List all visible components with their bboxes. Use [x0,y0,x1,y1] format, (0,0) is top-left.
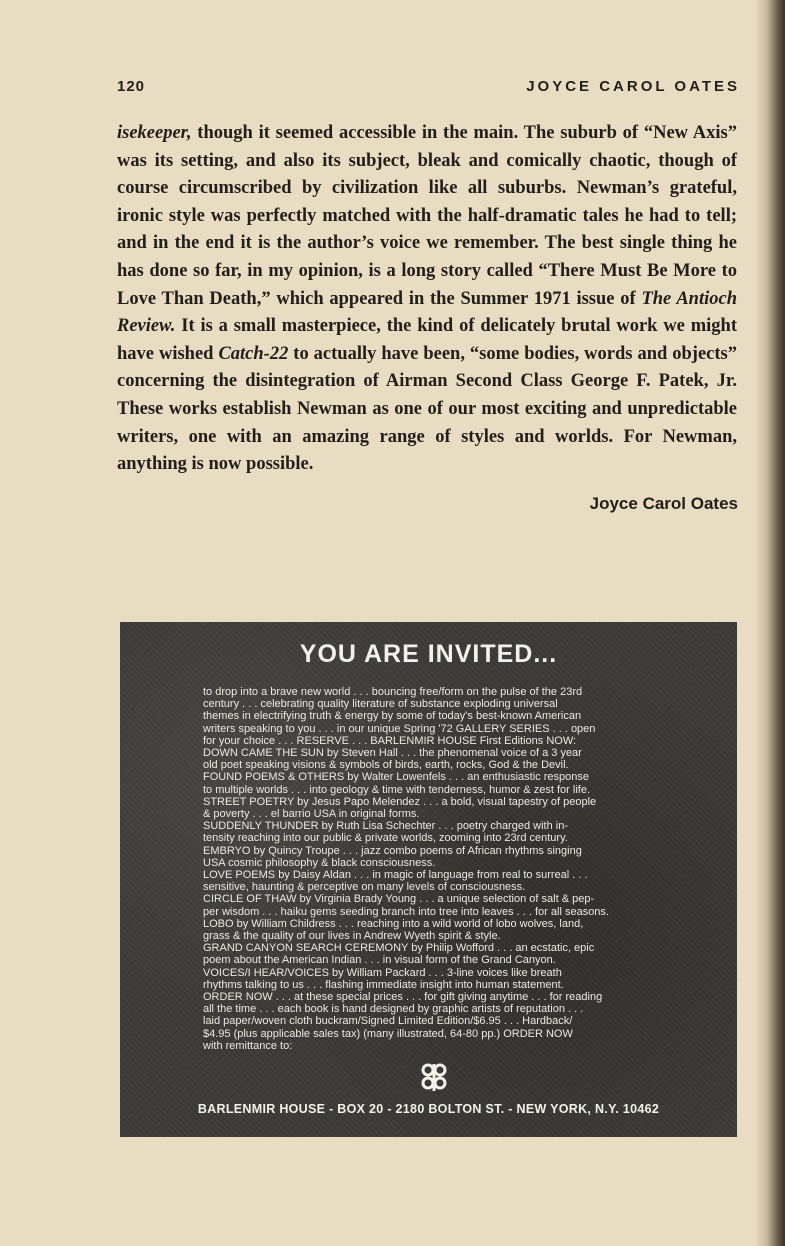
ad-copy-line: themes in electrifying truth & energy by some of today's best-known American [203,710,582,723]
ad-copy-line: grass & the quality of our lives in Andrew Wyeth spirit & style. [203,930,501,943]
ad-copy-line: for your choice . . . RESERVE . . . BARLENMIR HOUSE First Editions NOW: [203,734,577,747]
ad-copy-line: poem about the American Indian . . . in visual form of the Grand Canyon. [203,954,556,967]
body-paragraph [117,120,737,479]
body-text-segment: to actually have been, “some bodies, words and objects” concerning the disintegration of Airman Second Class George F. Patek, Jr. These works establish Newman as one of our most exciting and unpredictable writers, one with an amazing range of styles and worlds. For Newman, anything is now possible. [117,343,737,475]
book-title: isekeeper, [117,123,192,143]
ad-copy-line: per wisdom . . . haiku gems seeding branch into tree into leaves . . . for all seasons. [203,905,609,918]
ad-copy-line: LOVE POEMS by Daisy Aldan . . . in magic of language from real to surreal . . . [203,869,588,882]
ad-copy-line: rhythms talking to us . . . flashing immediate insight into human statement. [203,978,564,991]
ad-copy-line: laid paper/woven cloth buckram/Signed Limited Edition/$6.95 . . . Hardback/ [203,1015,573,1028]
ad-copy-line: to drop into a brave new world . . . bouncing free/form on the pulse of the 23rd [203,686,583,698]
ad-copy-line: GRAND CANYON SEARCH CEREMONY by Philip Wofford . . . an ecstatic, epic [203,942,595,955]
ad-copy-line: FOUND POEMS & OTHERS by Walter Lowenfels . . . an enthusiastic response [203,771,589,784]
ad-copy-line: STREET POETRY by Jesus Papo Melendez . . . a bold, visual tapestry of people [203,795,597,808]
book-title: Catch-22 [218,343,289,364]
ad-copy-line: & poverty . . . el barrio USA in original forms. [203,808,420,821]
ad-copy-line: ORDER NOW . . . at these special prices . . . for gift giving anytime . . . for reading [203,991,603,1004]
ad-headline: YOU ARE INVITED... [299,640,558,668]
ad-copy-line: all the time . . . each book is hand designed by graphic artists of reputation . . . [203,1003,584,1016]
body-text-segment: though it seemed accessible in the main. The suburb of “New Axis” was its setting, and also its subject, bleak and comically chaotic, though of course circumscribed by civilization like all suburbs. Newman’s grateful, ironic style was perfectly matched with the half-dramatic tales he had to tell; and in the end it is the author’s voice we remember. The best single thing he has done so far, in my opinion, is a long story called “There Must Be More to Love Than Death,” which appeared in the Summer 1971 issue of [117,123,737,309]
ad-copy-line: SUDDENLY THUNDER by Ruth Lisa Schechter . . . poetry charged with in- [203,820,568,833]
running-head: JOYCE CAROL OATES [526,78,740,95]
ad-copy-line: writers speaking to you . . . in our unique Spring '72 GALLERY SERIES . . . open [203,722,596,735]
ad-copy-line: with remittance to: [203,1039,293,1052]
ad-copy-line: century . . . celebrating quality literature of substance exploding universal [203,698,558,711]
ad-copy-line: tensity reaching into our public & private worlds, zooming into 23rd century. [203,832,568,845]
ad-copy-line: old poet speaking visions & symbols of birds, earth, rocks, God & the Devil. [203,759,569,772]
page-number: 120 [117,78,146,95]
ad-copy-line: CIRCLE OF THAW by Virginia Brady Young . . . a unique selection of salt & pep- [203,893,595,906]
journal-title: The Antioch Review. [117,288,737,337]
ad-copy-line: VOICES/I HEAR/VOICES by William Packard . . . 3-line voices like breath [203,966,562,979]
ad-address: BARLENMIR HOUSE - BOX 20 - 2180 BOLTON ST. - NEW YORK, N.Y. 10462 [197,1102,660,1116]
ad-copy-line: $4.95 (plus applicable sales tax) (many illustrated, 64-80 pp.) ORDER NOW [203,1027,573,1040]
ad-copy-line: USA cosmic philosophy & black consciousness. [203,856,436,869]
body-text-segment: It is a small masterpiece, the kind of delicately brutal work we might have wished [117,316,737,364]
publisher-logo-icon [420,1062,448,1092]
advertisement-box [120,622,737,1137]
ad-copy-line: to multiple worlds . . . into geology & time with tenderness, humor & zest for life. [203,783,591,796]
page-gutter-shadow [755,0,785,1246]
ad-copy-line: DOWN CAME THE SUN by Steven Hall . . . the phenomenal voice of a 3 year [203,747,582,760]
ad-copy-line: LOBO by William Childress . . . reaching into a wild world of lobo wolves, land, [203,917,584,930]
ad-copy-line: EMBRYO by Quincy Troupe . . . jazz combo poems of African rhythms singing [203,844,582,857]
author-signature: Joyce Carol Oates [589,494,738,513]
ad-copy-line: sensitive, haunting & perceptive on many levels of consciousness. [203,881,526,894]
ad-copy [203,686,673,1052]
